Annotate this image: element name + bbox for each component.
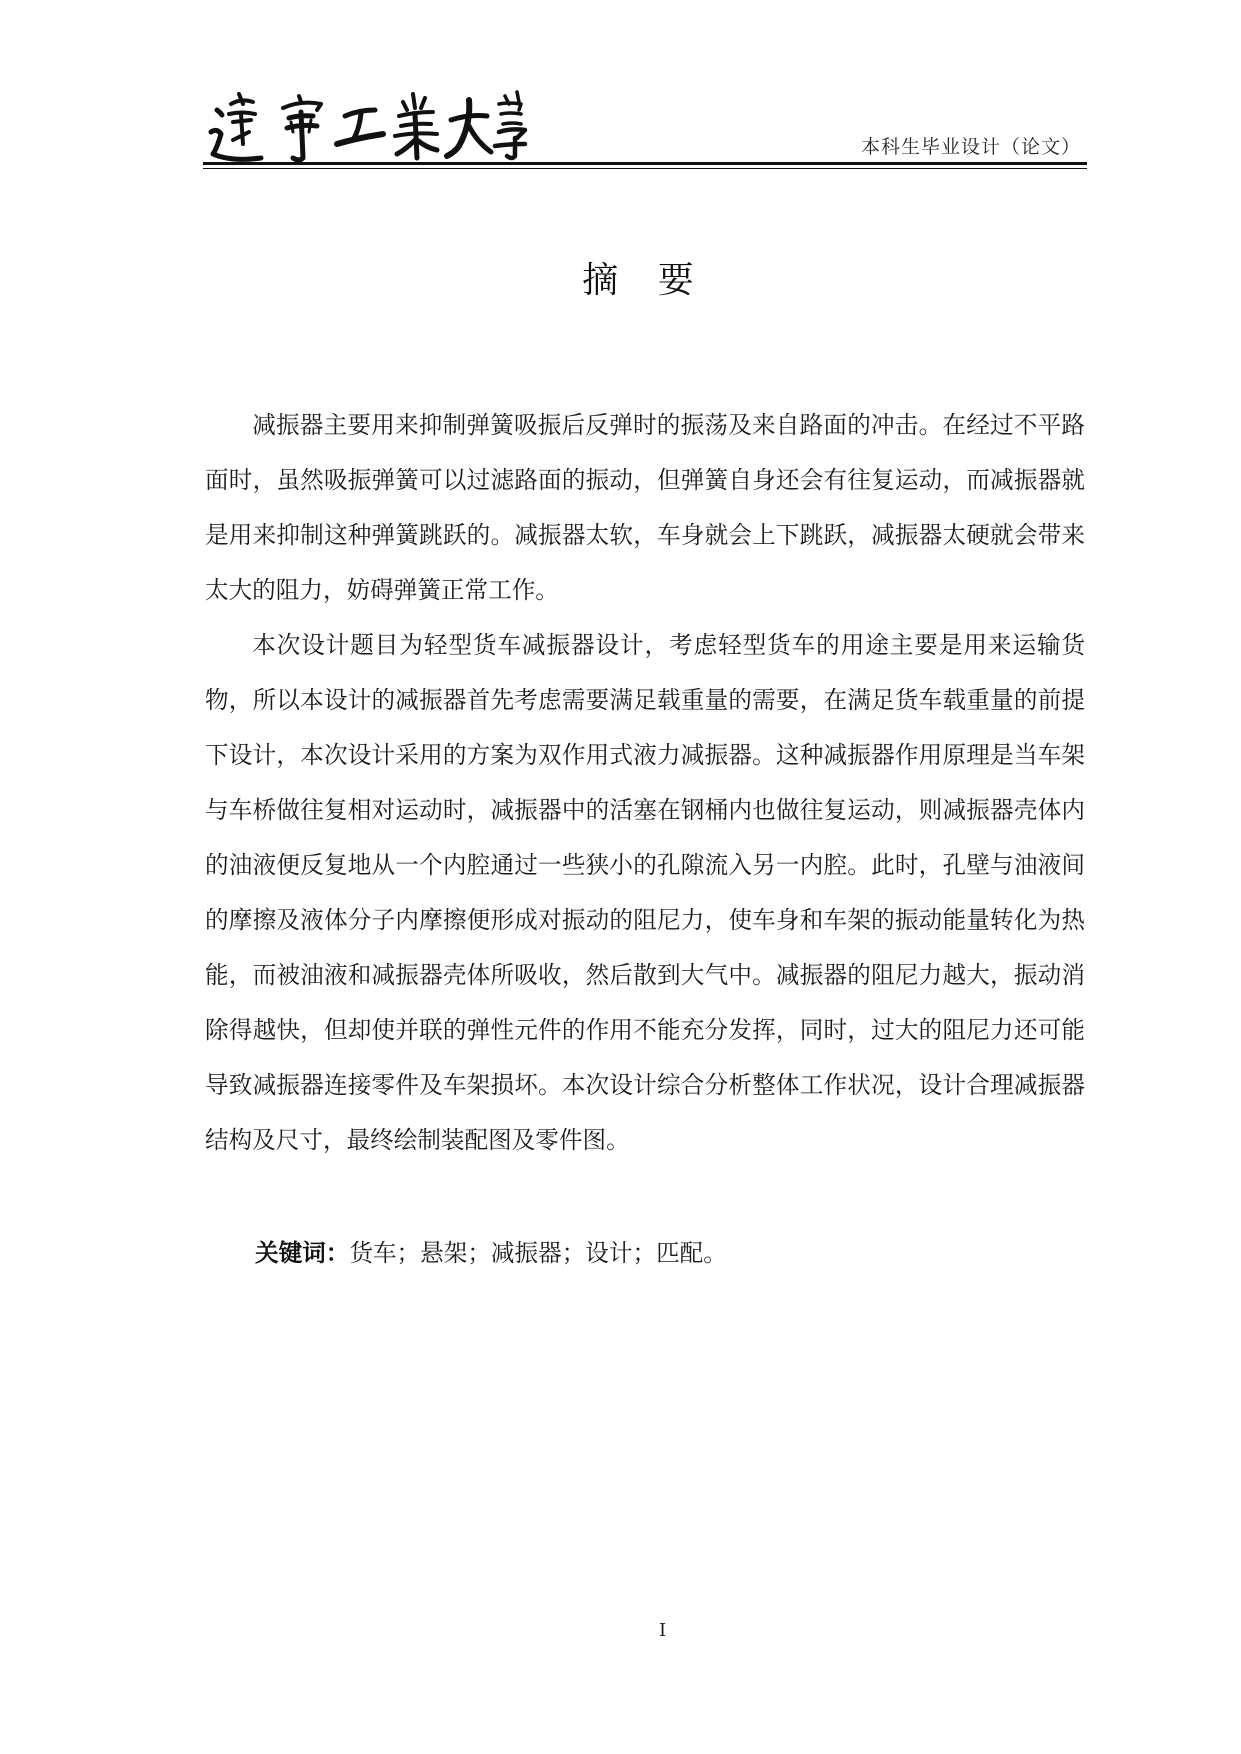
header-label: 本科生毕业设计（论文）: [860, 136, 1081, 158]
keywords-label: 关键词：: [255, 1239, 350, 1267]
page-number: I: [658, 1620, 667, 1641]
university-calligraphy-logo: [203, 82, 533, 172]
abstract-paragraph-1: 减振器主要用来抑制弹簧吸振后反弹时的振荡及来自路面的冲击。在经过不平路面时，虽然吸振弹簧可以过滤路面的振动，但弹簧自身还会有往复运动，而减振器就是用来抑制这种弹簧跳跃的。减振器太软，车身就会上下跳跃，减振器太硬就会带来太大的阻力，妨碍弹簧正常工作。: [205, 411, 1085, 604]
abstract-title: 摘 要: [582, 260, 708, 301]
header-rule-thin: [203, 168, 1087, 169]
keywords-line: [255, 1233, 727, 1273]
keywords-value: 货车；悬架；减振器；设计；匹配。: [349, 1239, 727, 1267]
page-header: [203, 70, 1087, 174]
abstract-body: [205, 398, 1085, 1168]
header-rule-thick: [203, 162, 1087, 165]
abstract-paragraph-2: 本次设计题目为轻型货车减振器设计，考虑轻型货车的用途主要是用来运输货物，所以本设计的减振器首先考虑需要满足载重量的需要，在满足货车载重量的前提下设计，本次设计采用的方案为双作用式液力减振器。这种减振器作用原理是当车架与车桥做往复相对运动时，减振器中的活塞在钢桶内也做往复运动，则减振器壳体内的油液便反复地从一个内腔通过一些狭小的孔隙流入另一内腔。此时，孔壁与油液间的摩擦及液体分子内摩擦便形成对振动的阻尼力，使车身和车架的振动能量转化为热能，而被油液和减振器壳体所吸收，然后散到大气中。减振器的阻尼力越大，振动消除得越快，但却使并联的弹性元件的作用不能充分发挥，同时，过大的阻尼力还可能导致减振器连接零件及车架损坏。本次设计综合分析整体工作状况，设计合理减振器结构及尺寸，最终绘制装配图及零件图。: [205, 631, 1085, 1154]
